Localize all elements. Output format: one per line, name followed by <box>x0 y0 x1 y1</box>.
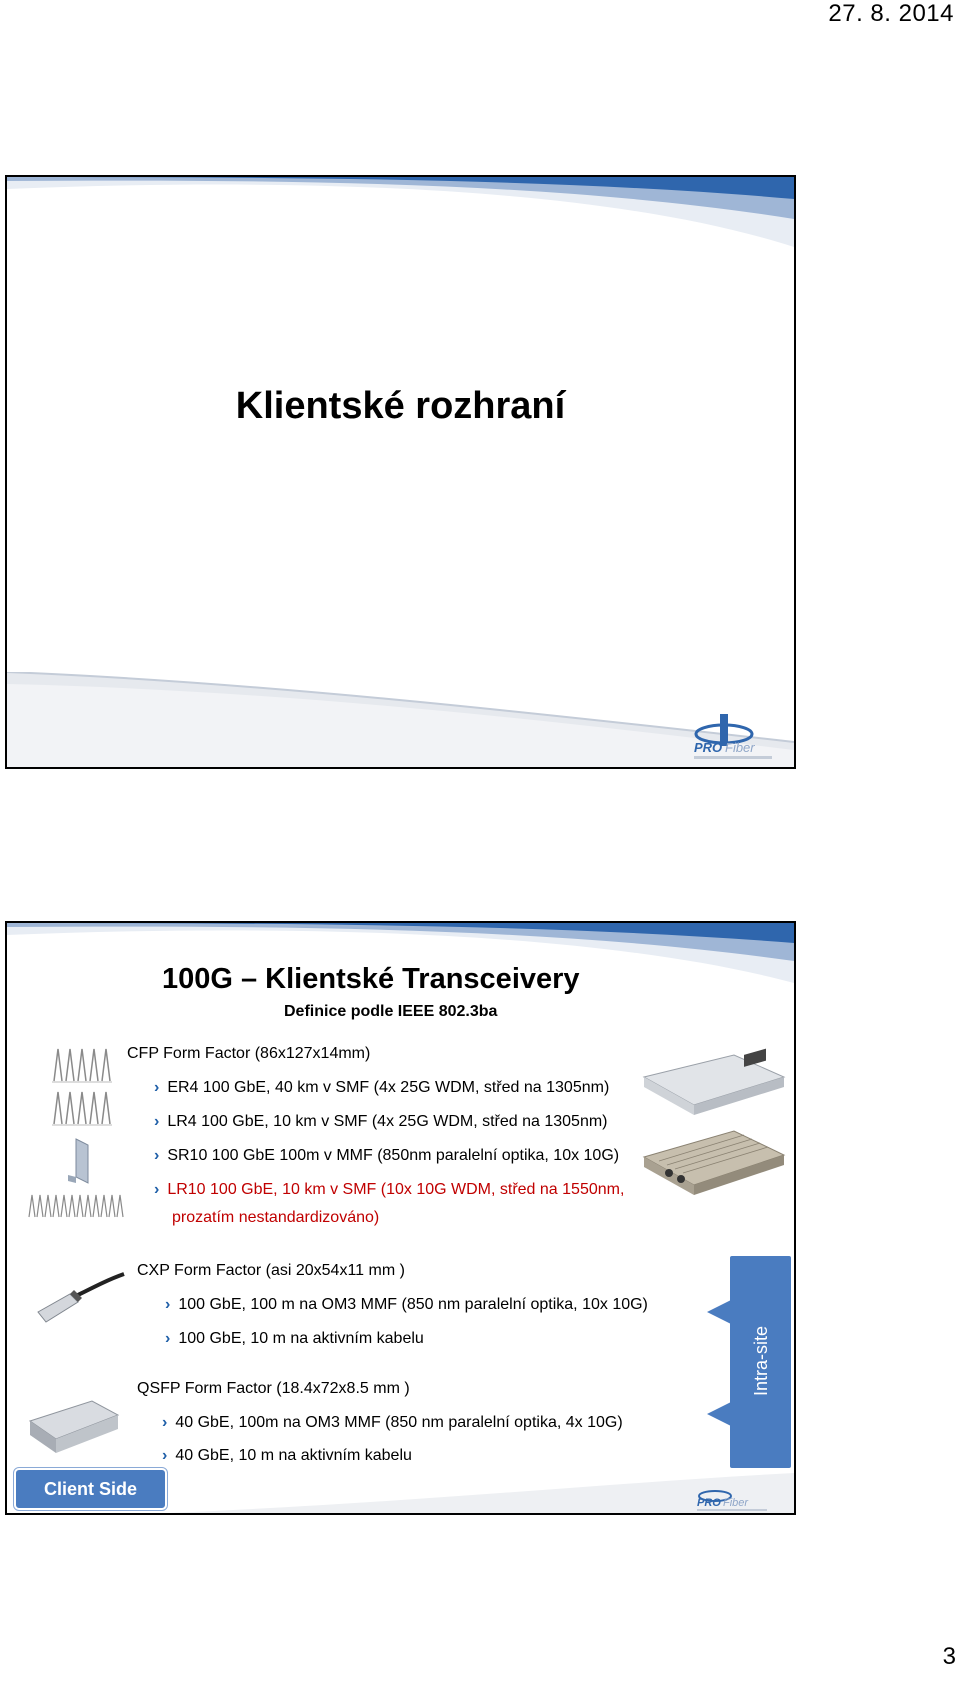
bullet-icon: › <box>162 1414 168 1431</box>
list-item: › SR10 100 GbE 100m v MMF (850nm paralelní optika, 10x 10G) <box>154 1147 620 1164</box>
cfp-module-image <box>639 1047 789 1117</box>
bullet-icon: › <box>154 1181 160 1198</box>
bottom-swoosh-decoration <box>7 672 794 767</box>
profiber-logo <box>695 1488 796 1513</box>
document-date: 27. 8. 2014 <box>828 0 954 27</box>
qsfp-heading: QSFP Form Factor (18.4x72x8.5 mm ) <box>137 1380 410 1397</box>
cfp-heading: CFP Form Factor (86x127x14mm) <box>127 1045 371 1062</box>
bullet-icon: › <box>154 1079 160 1096</box>
cxp-heading: CXP Form Factor (asi 20x54x11 mm ) <box>137 1262 405 1279</box>
svg-text:PRO: PRO <box>694 740 723 755</box>
client-side-label: Client Side <box>14 1468 167 1510</box>
wavelength-spectrum-icon <box>27 1191 127 1221</box>
svg-text:PRO: PRO <box>697 1497 721 1509</box>
callout-arrow-icons <box>697 1298 731 1428</box>
slide-1 <box>5 175 796 769</box>
bullet-icon: › <box>165 1330 171 1347</box>
slide-2 <box>5 921 796 1515</box>
top-swoosh-decoration <box>7 177 794 247</box>
slide-title: 100G – Klientské Transceivery <box>162 963 580 995</box>
bullet-icon: › <box>162 1447 168 1464</box>
page-number: 3 <box>942 1643 956 1670</box>
list-item: › 40 GbE, 10 m na aktivním kabelu <box>162 1447 412 1464</box>
slide-title: Klientské rozhraní <box>235 385 566 427</box>
list-item: › 40 GbE, 100m na OM3 MMF (850 nm paralelní optika, 4x 10G) <box>162 1414 623 1431</box>
cxp-cable-image <box>32 1268 127 1328</box>
list-item-continuation: prozatím nestandardizováno) <box>172 1209 380 1226</box>
list-item: › ER4 100 GbE, 40 km v SMF (4x 25G WDM, střed na 1305nm) <box>154 1079 610 1096</box>
bullet-icon: › <box>165 1296 171 1313</box>
list-item: › LR10 100 GbE, 10 km v SMF (10x 10G WDM, střed na 1550nm, <box>154 1181 625 1198</box>
qsfp-module-image <box>22 1391 122 1456</box>
cfp-module-image <box>639 1121 789 1199</box>
bullet-icon: › <box>154 1147 160 1164</box>
bullet-icon: › <box>154 1113 160 1130</box>
optical-module-icon <box>62 1135 102 1185</box>
list-item: › 100 GbE, 10 m na aktivním kabelu <box>165 1330 424 1347</box>
wavelength-spectrum-icon <box>52 1088 112 1128</box>
bottom-swoosh-decoration <box>7 1473 794 1513</box>
list-item: › 100 GbE, 100 m na OM3 MMF (850 nm paralelní optika, 10x 10G) <box>165 1296 648 1313</box>
svg-text:Fiber: Fiber <box>723 1497 749 1509</box>
list-item: › LR4 100 GbE, 10 km v SMF (4x 25G WDM, střed na 1305nm) <box>154 1113 608 1130</box>
profiber-logo <box>692 712 796 764</box>
svg-text:Fiber: Fiber <box>725 740 755 755</box>
intra-site-label: Intra-site <box>751 1325 771 1397</box>
wavelength-spectrum-icon <box>52 1045 112 1085</box>
slide-subtitle: Definice podle IEEE 802.3ba <box>284 1003 498 1020</box>
